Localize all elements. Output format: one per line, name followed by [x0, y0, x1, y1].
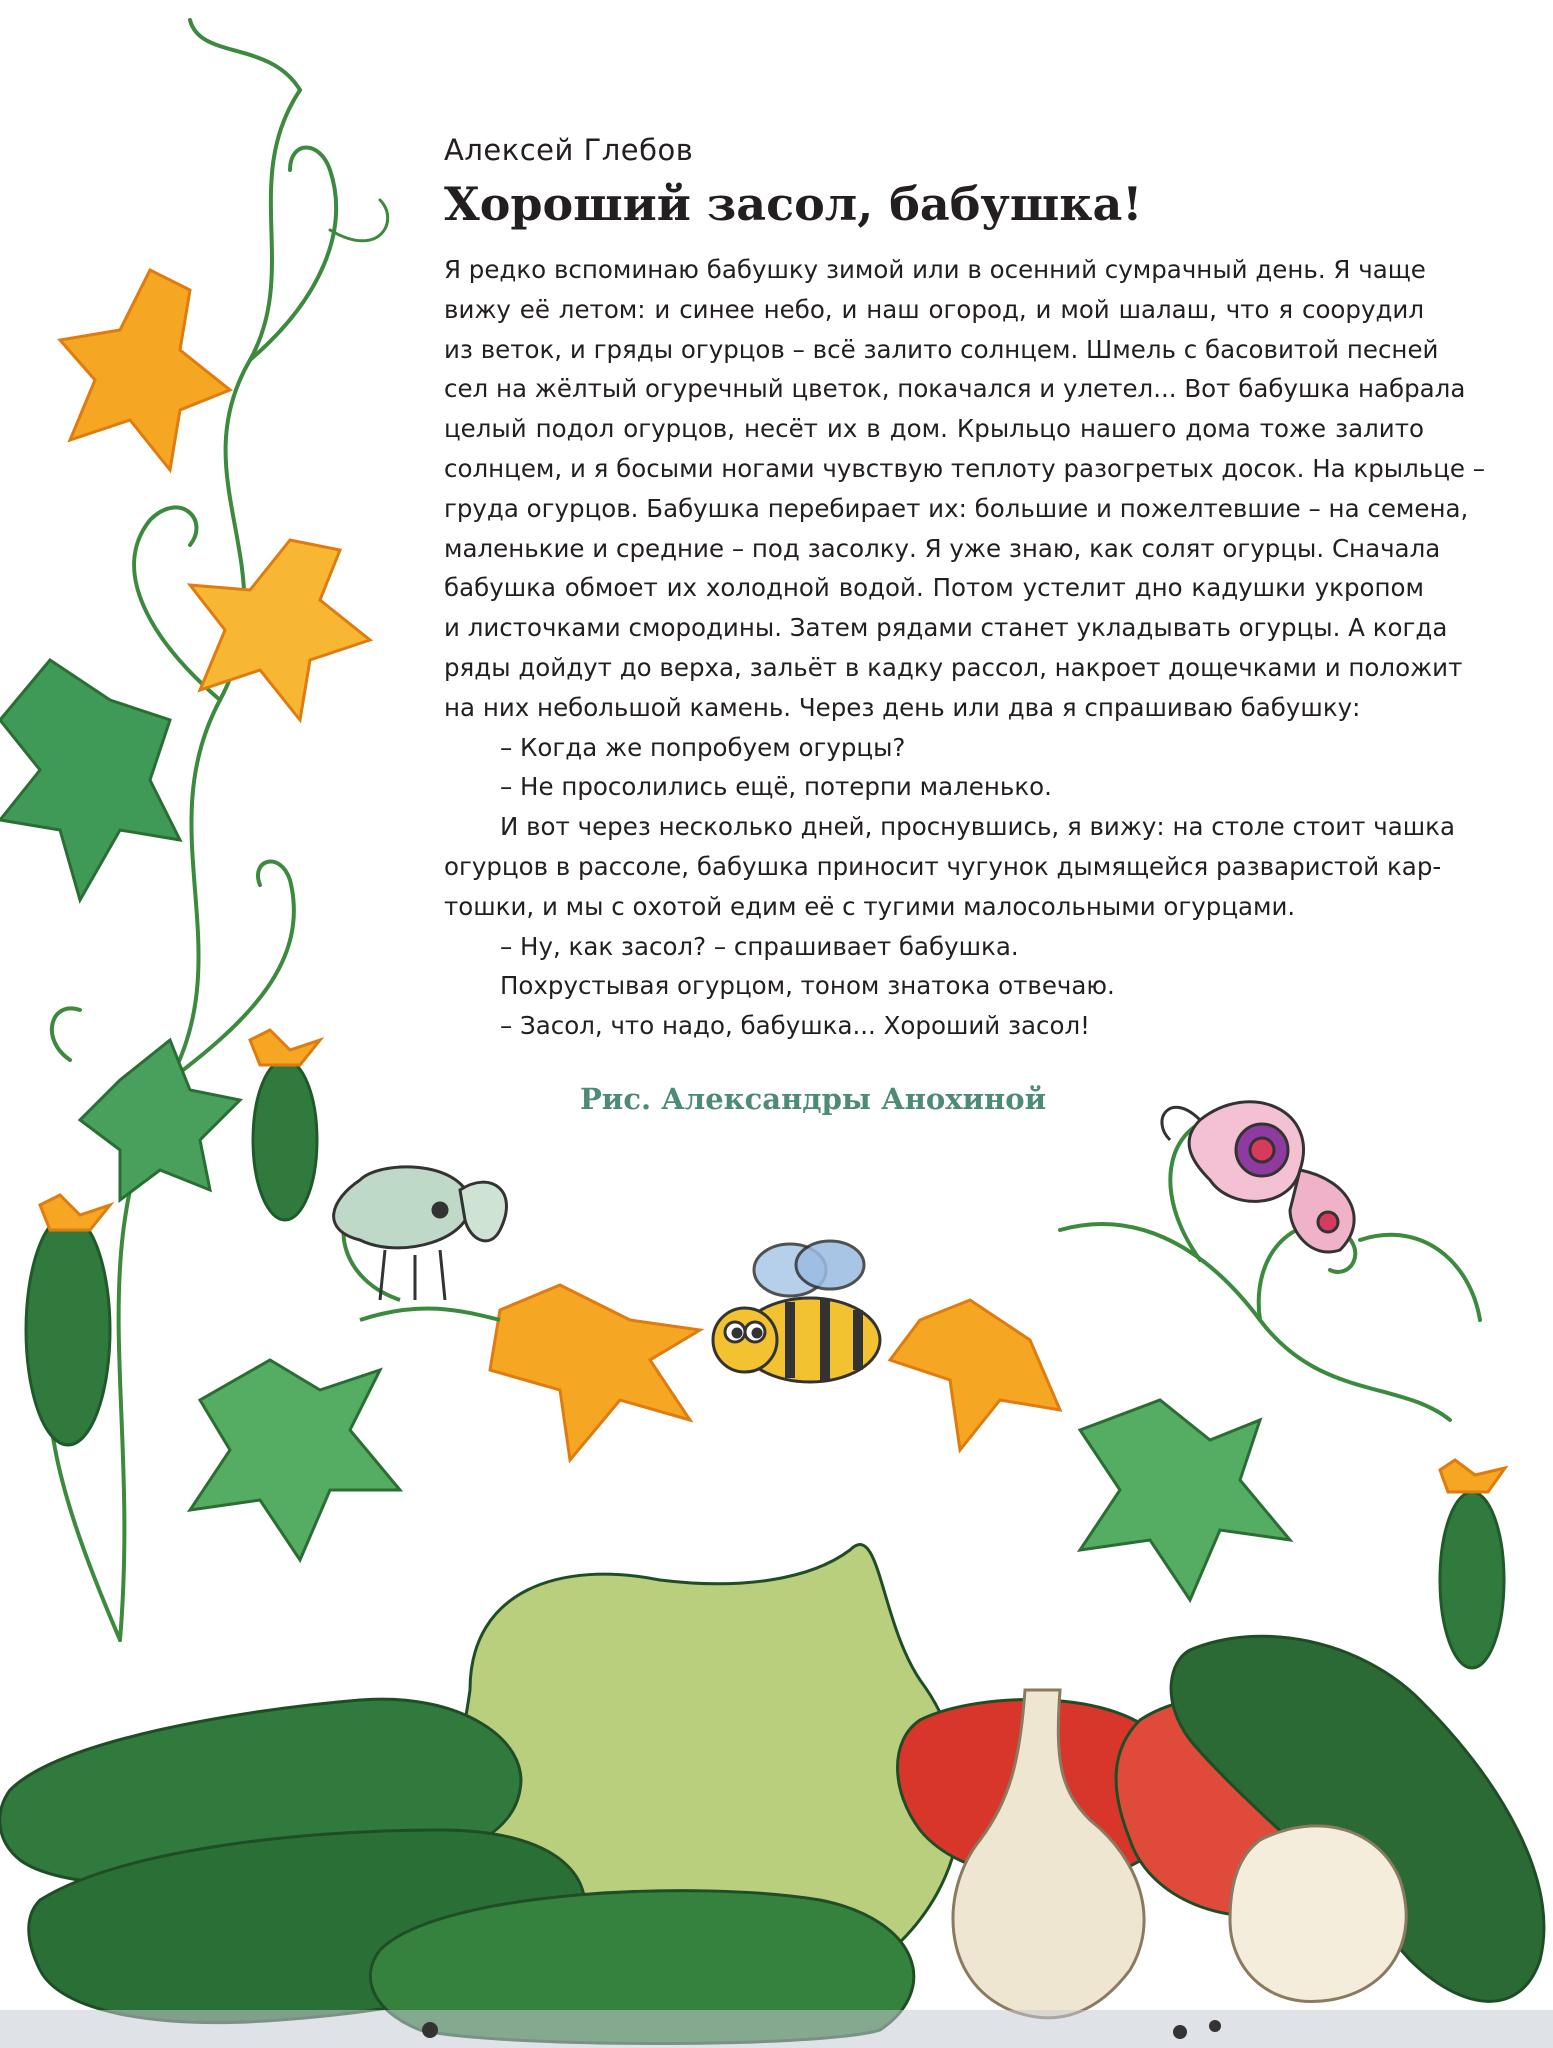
body-line: бабушка обмоет их холодной водой. Потом устелит дно кадушки укропом: [444, 573, 1424, 603]
vine-icon: [330, 200, 388, 241]
body-line: Я редко вспоминаю бабушку зимой или в осенний сумрачный день. Я чаще: [444, 255, 1426, 284]
body-line: И вот через несколько дней, проснувшись, я вижу: на столе стоит чашка: [500, 812, 1455, 842]
vine-icon: [52, 1008, 80, 1060]
article-title: Хороший засол, бабушка!: [444, 177, 1143, 231]
dialog-line: – Когда же попробуем огурцы?: [500, 732, 906, 762]
vine-icon: [190, 20, 300, 90]
cucumber-icon: [26, 1215, 110, 1445]
vegetables: [0, 1545, 1544, 2044]
garlic-icon: [1230, 1826, 1406, 2002]
right-leaves: [1080, 1400, 1505, 1668]
cucumber-icon: [253, 1060, 317, 1220]
article: [444, 130, 1485, 1046]
dialog-line: Похрустывая огурцом, тоном знатока отвечаю.: [500, 971, 1115, 1001]
bee: [713, 1241, 880, 1382]
butterfly-right: [1162, 1102, 1354, 1252]
author-name: Алексей Глебов: [444, 133, 694, 167]
cucumber-icon: [1440, 1492, 1504, 1668]
body-line: огурцов в рассоле, бабушка приносит чугунок дымящейся разваристой кар-: [444, 851, 1442, 881]
leaf-icon: [1080, 1400, 1290, 1600]
dialog-line: – Засол, что надо, бабушка... Хороший засол!: [500, 1011, 1090, 1041]
vine-icon: [1360, 1235, 1480, 1320]
cucumber-flower-icon: [40, 1195, 110, 1230]
dialog-line: – Не просолились ещё, потерпи маленько.: [500, 772, 1052, 802]
leaf-icon: [190, 1360, 400, 1560]
cucumber-flower-icon: [190, 540, 370, 720]
vine-icon: [1060, 1224, 1450, 1420]
cucumber-flower-icon: [1440, 1460, 1505, 1492]
body-line: солнцем, и я босыми ногами чувствую теплоту разогретых досок. На крыльце –: [444, 453, 1485, 483]
body-line: тошки, и мы с охотой едим её с тугими малосольными огурцами.: [444, 891, 1296, 921]
cucumber-flower-icon: [250, 1030, 320, 1065]
body-line: ряды дойдут до верха, зальёт в кадку рассол, накроет дощечками и положит: [444, 652, 1463, 682]
table-surface: [0, 2010, 1553, 2048]
body-line: сел на жёлтый огуречный цветок, покачался и улетел... Вот бабушка набрала: [444, 374, 1466, 404]
body-line: маленькие и средние – под засолку. Я уже знаю, как солят огурцы. Сначала: [444, 533, 1441, 563]
cucumber-flower-icon: [60, 270, 230, 470]
body-line: и листочками смородины. Затем рядами станет укладывать огурцы. А когда: [444, 613, 1448, 643]
butterfly-icon: [334, 1167, 471, 1248]
body-line: из веток, и гряды огурцов – всё залито солнцем. Шмель с басовитой песней: [444, 334, 1439, 364]
leaf-icon: [80, 1040, 240, 1200]
dialog-line: – Ну, как засол? – спрашивает бабушка.: [500, 931, 1019, 961]
body-line: на них небольшой камень. Через день или два я спрашиваю бабушку:: [444, 692, 1361, 722]
left-flowers: [60, 270, 370, 720]
body-line: вижу её летом: и синее небо, и наш огород, и мой шалаш, что я соорудил: [444, 294, 1424, 324]
butterfly-left: [334, 1167, 507, 1300]
illustration-credit: Рис. Александры Анохиной: [580, 1082, 1047, 1116]
body-line: целый подол огурцов, несёт их в дом. Крыльцо нашего дома тоже залито: [444, 414, 1424, 444]
vine-icon: [360, 1308, 500, 1320]
leaf-icon: [0, 660, 180, 900]
article-body: [444, 250, 1485, 1046]
body-line: груда огурцов. Бабушка перебирает их: большие и пожелтевшие – на семена,: [444, 493, 1469, 523]
cucumber-flower-icon: [890, 1300, 1060, 1450]
cucumber-flower-icon: [490, 1285, 700, 1460]
